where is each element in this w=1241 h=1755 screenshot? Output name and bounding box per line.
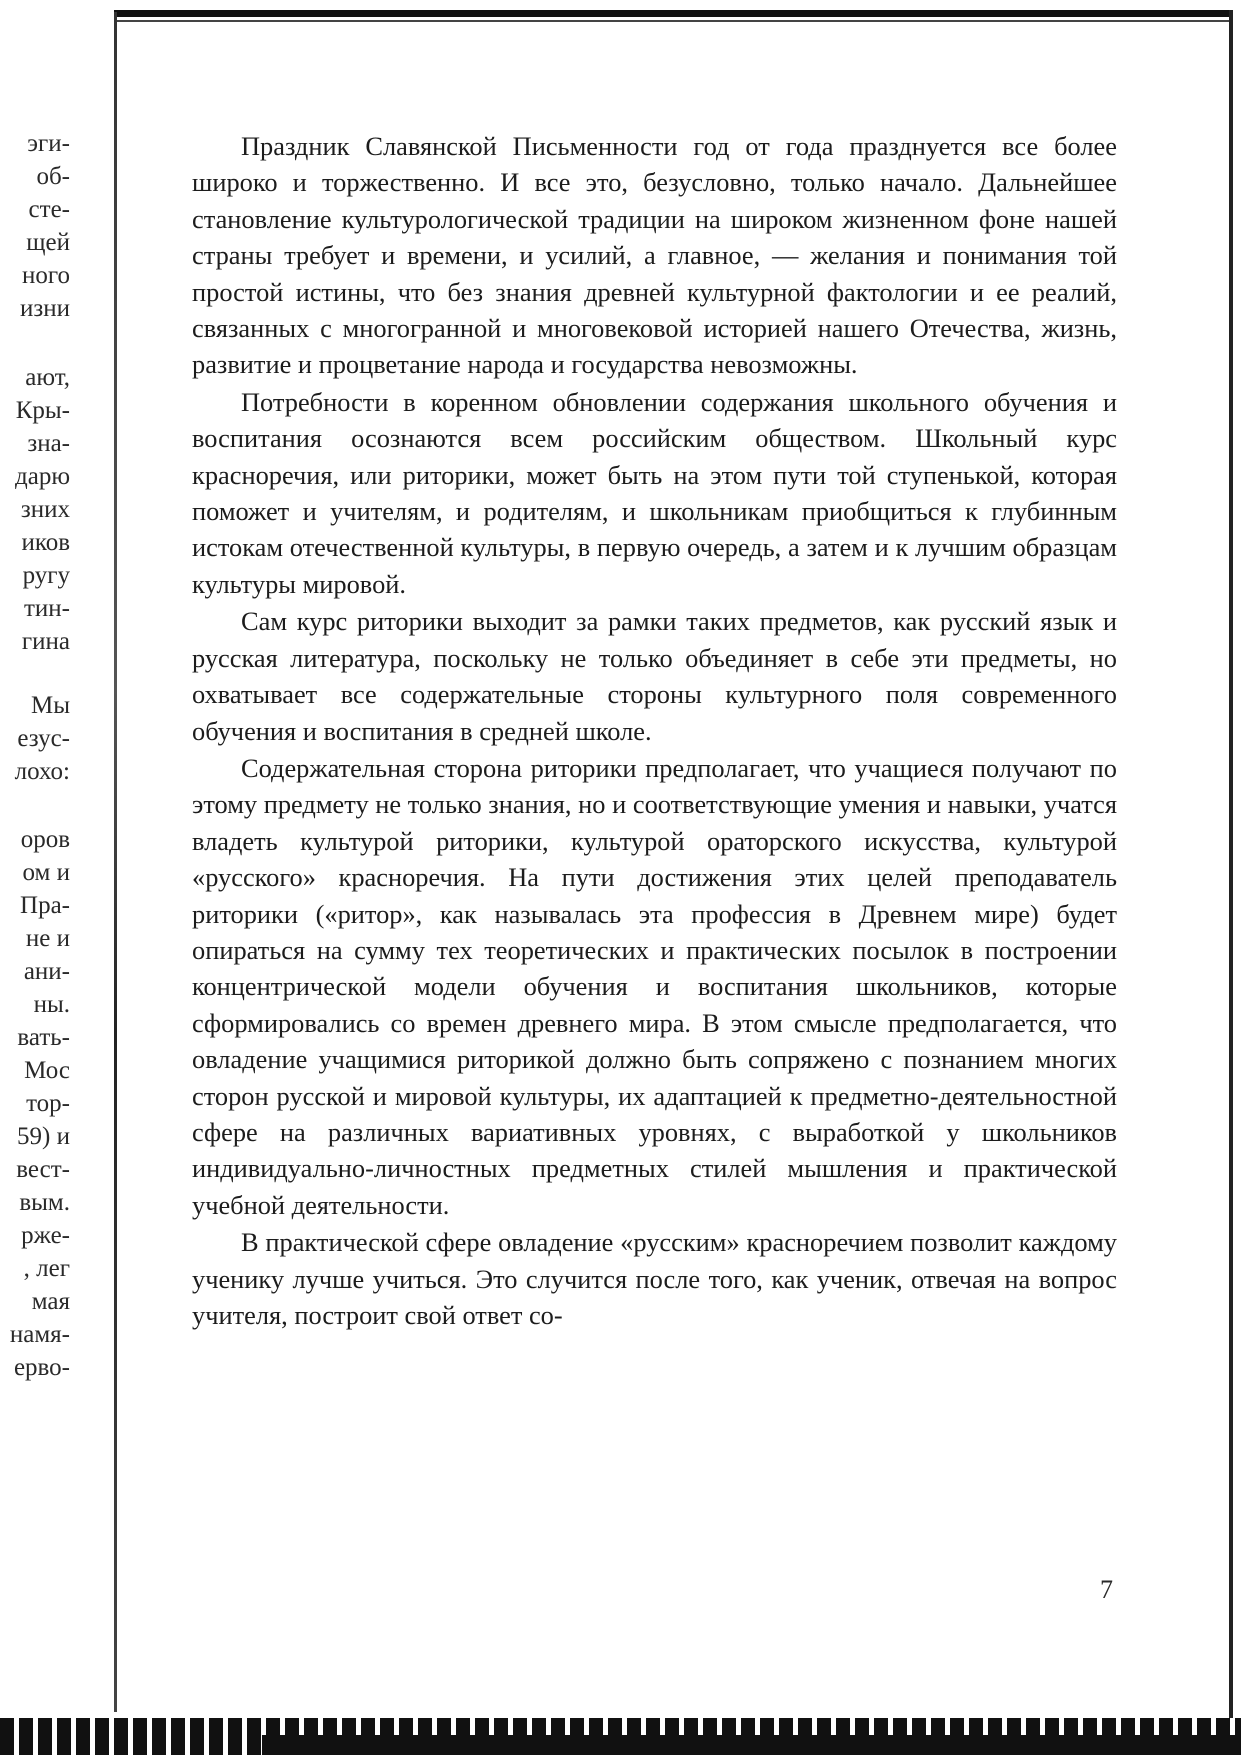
facing-page-fragment: 59) и bbox=[17, 1123, 70, 1150]
facing-page-fragment: дарю bbox=[15, 463, 70, 490]
facing-page-fragment: ают, bbox=[25, 364, 70, 391]
facing-page-fragment: вест- bbox=[16, 1156, 70, 1183]
facing-page-fragment: тин- bbox=[23, 595, 70, 622]
facing-page-fragment: Мы bbox=[30, 692, 70, 719]
scan-right-border bbox=[1229, 10, 1233, 1745]
paragraph: В практической сфере овладение «русским» красноречием позволит каждому ученику лучше учиться. Это случится после того, как ученик, отвечая на вопрос учителя, построит свой ответ со- bbox=[192, 1227, 1117, 1330]
facing-page-fragment: лохо: bbox=[14, 758, 70, 785]
facing-page-fragment: рже- bbox=[21, 1222, 70, 1249]
facing-page-fragment: езус- bbox=[17, 725, 70, 752]
facing-page-fragment: зних bbox=[20, 496, 70, 523]
scan-top-border-thin bbox=[114, 20, 1231, 22]
facing-page-fragment: эги- bbox=[27, 130, 70, 157]
paragraph: Праздник Славянской Письменности год от года празднуется все более широко и торжественно. И все это, безусловно, только начало. Дальнейшее становление культурологической традиции на широком жизненном фоне нашей страны требует и времени, и усилий, а главное, — желания и понимания той простой истины, что без знания древней культурной фактологии и ее реалий, связанных с многогранной и многовековой историей нашего Отечества, жизнь, развитие и процветание народа и государства невозможны. bbox=[192, 131, 1117, 380]
scan-bottom-border-solid bbox=[262, 1735, 1241, 1755]
facing-page-fragment: щей bbox=[26, 229, 70, 256]
facing-page-fragment: ом и bbox=[22, 859, 70, 886]
facing-page-fragment: сте- bbox=[28, 196, 70, 223]
facing-page-fragment: об- bbox=[36, 163, 70, 190]
facing-page-fragment: тор- bbox=[26, 1090, 70, 1117]
page-binding-edge bbox=[114, 12, 117, 1712]
paragraph: Потребности в коренном обновлении содержания школьного обучения и воспитания осознаются всем российским обществом. Школьный курс красноречия, или риторики, может быть на этом пути той ступенькой, которая поможет и учителям, и родителям, и школьникам приобщиться к глубинным истокам отечественной культуры, в первую очередь, а затем и к лучшим образцам культуры мировой. bbox=[192, 386, 1117, 599]
facing-page-fragment: намя- bbox=[9, 1321, 70, 1348]
paragraph: Содержательная сторона риторики предполагает, что учащиеся получают по этому предмету не только знания, но и соответствующие умения и навыки, учатся владеть культурой риторики, культурой ораторского искусства, культурой «русского» красноречия. На пути достижения этих целей преподаватель риторики («ритор», как называлась эта профессия в Древнем мире) будет опираться на сумму тех теоретических и практических посылок в построении концентрической модели обучения и воспитания школьников, которые сформировались со времен древнего мира. В этом смысле предполагается, что овладение учащимися риторикой должно быть сопряжено с познанием многих сторон русской и мировой культуры, их адаптацией к предметно-деятельностной сфере на различных вариативных уровнях, с выработкой у школьников индивидуально-личностных предметных стилей мышления и практической учебной деятельности. bbox=[192, 752, 1117, 1220]
facing-page-fragment: вым. bbox=[19, 1189, 70, 1216]
facing-page-fragment: ного bbox=[21, 262, 70, 289]
scan-top-border bbox=[114, 10, 1231, 17]
facing-page-fragment: иков bbox=[21, 529, 70, 556]
facing-page-fragment: Мос bbox=[24, 1057, 70, 1084]
facing-page-fragment: мая bbox=[31, 1288, 70, 1315]
facing-page-fragment: Кры- bbox=[15, 397, 70, 424]
facing-page-fragment: ны. bbox=[33, 991, 70, 1018]
facing-page-fragments bbox=[0, 0, 100, 1700]
facing-page-fragment: ругу bbox=[22, 562, 70, 589]
facing-page-fragment: оров bbox=[20, 826, 70, 853]
facing-page-fragment: зна- bbox=[27, 430, 70, 457]
facing-page-fragment: не и bbox=[25, 925, 70, 952]
facing-page-fragment: вать- bbox=[17, 1024, 70, 1051]
facing-page-fragment: ани- bbox=[23, 958, 70, 985]
facing-page-fragment: изни bbox=[19, 295, 70, 322]
paragraph: Сам курс риторики выходит за рамки таких предметов, как русский язык и русская литература, поскольку не только объединяет в себе эти предметы, но охватывает все содержательные стороны культурного поля современного обучения и воспитания в средней школе. bbox=[192, 606, 1117, 746]
body-text bbox=[192, 128, 1117, 1334]
facing-page-fragment: , лег bbox=[23, 1255, 70, 1282]
page-number: 7 bbox=[1100, 1575, 1113, 1604]
facing-page-fragment: Пра- bbox=[20, 892, 70, 919]
facing-page-fragment: гина bbox=[21, 628, 70, 655]
facing-page-fragment: ерво- bbox=[13, 1354, 70, 1381]
